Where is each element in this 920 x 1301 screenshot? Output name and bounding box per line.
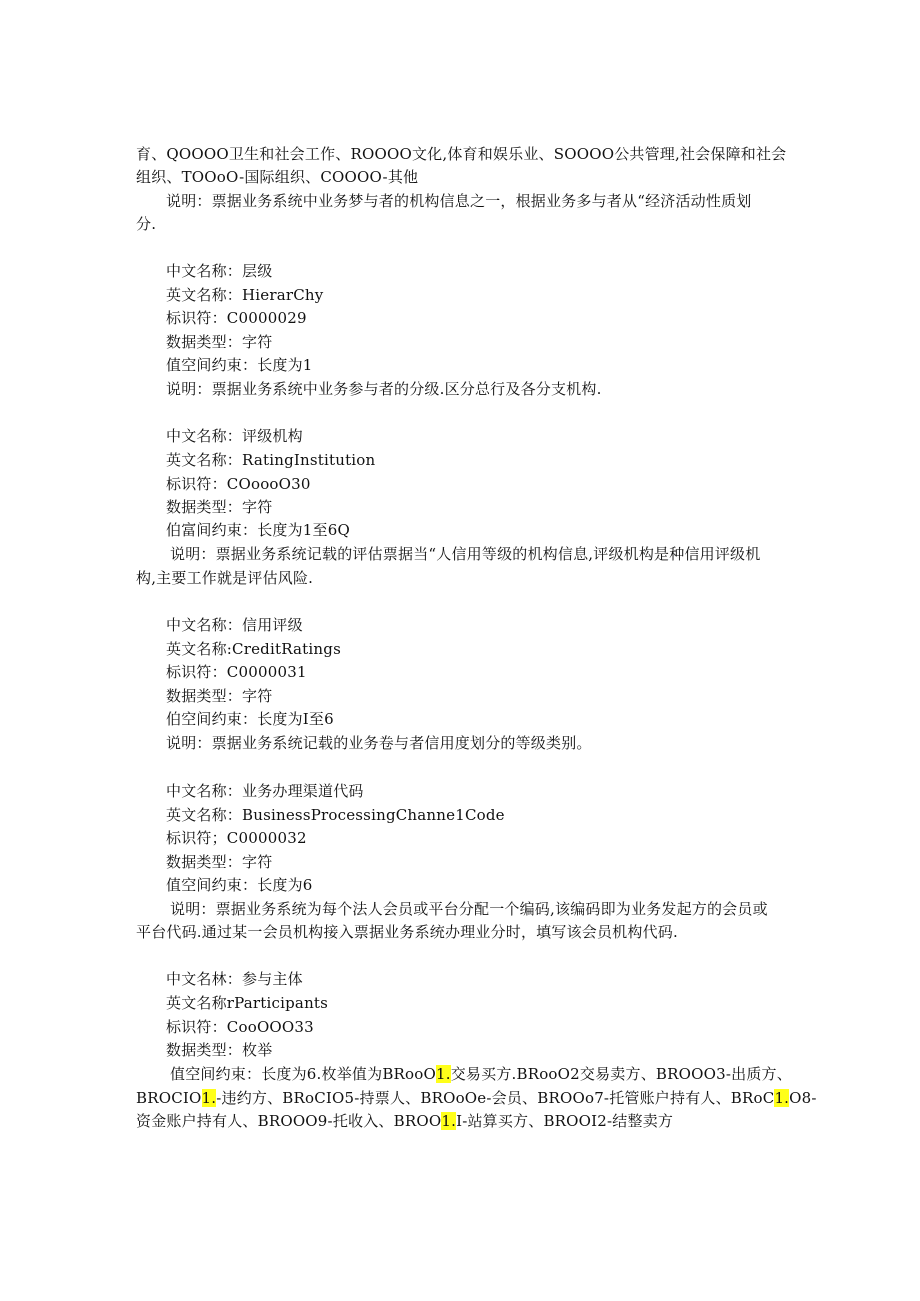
- field-constraint: 伯富间约束：长度为1至6Q: [166, 521, 350, 539]
- intro-note-line-1: 说明：票据业务系统中业务梦与者的机构信息之一，根据业务多与者从“经济活动性质划: [166, 192, 752, 210]
- highlight-mark: 1.: [201, 1089, 217, 1107]
- field-chinese-name: 中文名称：层级: [166, 262, 273, 280]
- enum-text: I-站算买方、BROOI2-结整卖方: [456, 1112, 674, 1130]
- field-description: 说明：票据业务系统记载的业务卷与者信用度划分的等级类别。: [166, 734, 592, 752]
- enum-text: O8-: [789, 1089, 817, 1107]
- field-constraint: 伯空间约束：长度为I至6: [166, 710, 334, 728]
- enum-text: -违约方、BRoCIO5-持票人、BROoOe-会员、BROOo7-托管账户持有人、BRoC: [216, 1089, 775, 1107]
- field-constraint: 值空间约束：长度为1: [166, 356, 313, 374]
- enum-text: 交易买方.BRooO2交易卖方、BROOO3-出质方、: [450, 1065, 792, 1083]
- highlight-mark: 1.: [774, 1089, 790, 1107]
- intro-note-line-2: 分.: [136, 215, 157, 233]
- field-english-name: 英文名称：HierarChy: [166, 286, 324, 304]
- field-data-type: 数据类型：字符: [166, 687, 273, 705]
- intro-line-2: 组织、TOOoO-国际组织、COOOO-其他: [136, 168, 419, 186]
- field-identifier: 标识符：CooOOO33: [166, 1018, 314, 1036]
- field-identifier: 标识符；C0000032: [166, 829, 307, 847]
- field-chinese-name: 中文名林：参与主体: [166, 970, 303, 988]
- enum-constraint-line-1: [170, 1063, 792, 1086]
- field-description: 说明：票据业务系统中业务参与者的分级.区分总行及各分支机构.: [166, 380, 602, 398]
- field-description: 说明：票据业务系统为每个法人会员或平台分配一个编码,该编码即为业务发起方的会员或: [170, 900, 768, 918]
- field-identifier: 标识符：COoooO30: [166, 475, 311, 493]
- field-english-name: 英文名称：RatingInstitution: [166, 451, 376, 469]
- enum-constraint-line-3: [136, 1110, 673, 1133]
- field-chinese-name: 中文名称：业务办理渠道代码: [166, 782, 364, 800]
- field-chinese-name: 中文名称：评级机构: [166, 427, 303, 445]
- enum-text: 资金账户持有人、BROOO9-托收入、BROO: [136, 1112, 442, 1130]
- highlight-mark: 1.: [441, 1112, 457, 1130]
- field-description-cont: 平台代码.通过某一会员机构接入票据业务系统办理业分时，填写该会员机构代码.: [136, 923, 678, 941]
- field-english-name: 英文名称：BusinessProcessingChanne1Code: [166, 806, 505, 824]
- field-description: 说明：票据业务系统记载的评估票据当“人信用等级的机构信息,评级机构是种信用评级机: [170, 545, 761, 563]
- field-english-name: 英文名称:CreditRatings: [166, 640, 341, 658]
- field-description-cont: 构,主要工作就是评估风险.: [136, 569, 314, 587]
- enum-text: 值空间约束：长度为6.枚举值为BRooO: [170, 1065, 436, 1083]
- field-data-type: 数据类型：字符: [166, 333, 273, 351]
- intro-line-1: 育、QOOOO卫生和社会工作、ROOOO文化,体育和娱乐业、SOOOO公共管理,社会保障和社会: [136, 145, 787, 163]
- highlight-mark: 1.: [436, 1065, 451, 1083]
- enum-constraint-line-2: [136, 1087, 817, 1110]
- field-identifier: 标识符：C0000031: [166, 663, 307, 681]
- field-data-type: 数据类型：字符: [166, 853, 273, 871]
- field-data-type: 数据类型：枚举: [166, 1041, 273, 1059]
- field-constraint: 值空间约束：长度为6: [166, 876, 313, 894]
- field-identifier: 标识符：C0000029: [166, 309, 307, 327]
- field-english-name: 英文名称rParticipants: [166, 994, 329, 1012]
- field-data-type: 数据类型：字符: [166, 498, 273, 516]
- enum-text: BROCIO: [136, 1089, 202, 1107]
- field-chinese-name: 中文名称：信用评级: [166, 616, 303, 634]
